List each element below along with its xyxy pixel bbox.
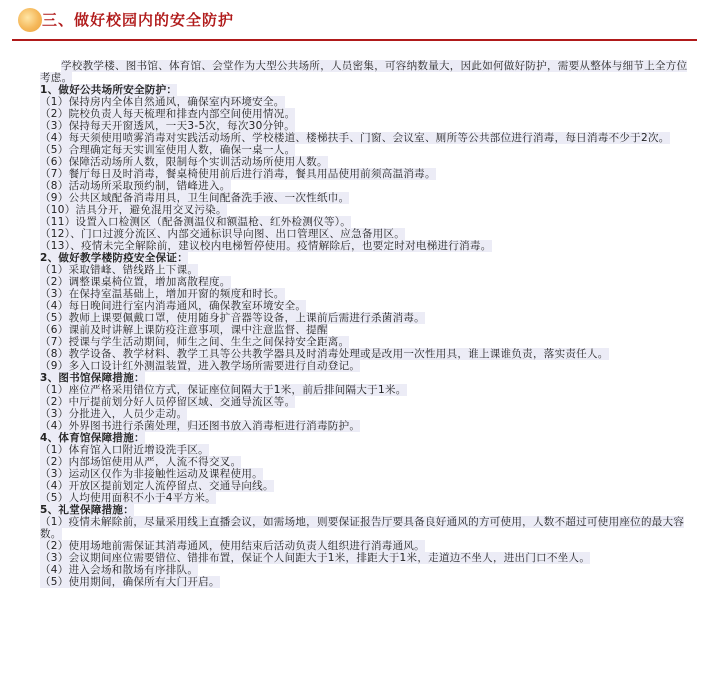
list-item: （6）保障活动场所人数，限制每个实训活动场所使用人数。 xyxy=(40,156,328,168)
section-heading: 3、图书馆保障措施： xyxy=(40,372,145,384)
section-heading: 2、做好教学楼防疫安全保证： xyxy=(40,252,189,264)
list-item: （2）调整课桌椅位置，增加离散程度。 xyxy=(40,276,231,288)
section-heading: 5、礼堂保障措施： xyxy=(40,504,135,516)
section-heading: 4、体育馆保障措施： xyxy=(40,432,145,444)
list-item: （1）保持房内全体自然通风，确保室内环境安全。 xyxy=(40,96,285,108)
list-item: （7）餐厅每日及时消毒，餐桌椅使用前后进行消毒，餐具用品使用前须高温消毒。 xyxy=(40,168,436,180)
title-bullet-icon xyxy=(18,8,42,32)
list-item: （5）使用期间，确保所有大门开启。 xyxy=(40,576,220,588)
list-item: （6）课前及时讲解上课防疫注意事项，课中注意监督、提醒 xyxy=(40,324,328,336)
list-item: （5）教师上课要佩戴口罩，使用随身扩音器等设备，上课前后需进行杀菌消毒。 xyxy=(40,312,425,324)
list-item: （9）多入口设计红外测温装置，进入教学场所需要进行自动登记。 xyxy=(40,360,361,372)
list-item: （2）中厅提前划分好人员停留区域、交通导流区等。 xyxy=(40,396,296,408)
list-item: （10）洁具分开，避免混用交叉污染。 xyxy=(40,204,227,216)
list-item: （5）人均使用面积不小于4平方米。 xyxy=(40,492,216,504)
list-item: （3）运动区仅作为非接触性运动及课程使用。 xyxy=(40,468,263,480)
list-item: （8）教学设备、教学材料、教学工具等公共教学器具及时消毒处理或是改用一次性用具，谁上课谁负责，落实责任人。 xyxy=(40,348,609,360)
list-item: （11）设置入口检测区（配备测温仪和额温枪、红外检测仪等）。 xyxy=(40,216,352,228)
section-heading: 1、做好公共场所安全防护： xyxy=(40,84,178,96)
list-item: （1）体育馆入口附近增设洗手区。 xyxy=(40,444,209,456)
list-item: （1）座位严格采用错位方式，保证座位间隔大于1米，前后排间隔大于1米。 xyxy=(40,384,407,396)
list-item: （4）进入会场和散场有序排队。 xyxy=(40,564,199,576)
list-item: （3）分批进入，人员少走动。 xyxy=(40,408,188,420)
list-item: （1）采取错峰、错线路上下课。 xyxy=(40,264,199,276)
list-item: （4）开放区提前划定人流停留点、交通导向线。 xyxy=(40,480,274,492)
list-item: （4）外界图书进行杀菌处理，归还图书放入消毒柜进行消毒防护。 xyxy=(40,420,361,432)
list-item: （4）每天须使用喷雾消毒对实践活动场所、学校楼道、楼梯扶手、门窗、会议室、厕所等公共部位进行消毒，每日消毒不少于2次。 xyxy=(40,132,670,144)
list-item: （3）保持每天开窗透风，一天3-5次，每次30分钟。 xyxy=(40,120,295,132)
list-item: （1）疫情未解除前，尽量采用线上直播会议，如需场地，则要保证报告厅要具备良好通风的方可使用，人数不超过可使用座位的最大容数。 xyxy=(40,516,685,540)
list-item: （7）授课与学生活动期间，师生之间、生生之间保持安全距离。 xyxy=(40,336,350,348)
article-body xyxy=(40,60,690,588)
list-item: （5）合理确定每天实训室使用人数，确保一桌一人。 xyxy=(40,144,296,156)
page-title: 三、做好校园内的安全防护 xyxy=(42,11,235,29)
list-item: （13）、疫情未完全解除前，建议校内电梯暂停使用。疫情解除后，也要定时对电梯进行消毒。 xyxy=(40,240,492,252)
list-item: （9）公共区域配备消毒用具，卫生间配备洗手液、一次性纸巾。 xyxy=(40,192,350,204)
list-item: （3）会议期间座位需要错位、错排布置，保证个人间距大于1米，排距大于1米，走道边不坐人，进出门口不坐人。 xyxy=(40,552,591,564)
list-item: （12）、门口过渡分流区、内部交通标识导向图、出口管理区、应急备用区。 xyxy=(40,228,406,240)
intro-paragraph xyxy=(40,60,690,84)
list-item: （8）活动场所采取预约制，错峰进入。 xyxy=(40,180,231,192)
section-header xyxy=(12,6,697,36)
list-item: （2）院校负责人每天梳理和排查内部空间使用情况。 xyxy=(40,108,296,120)
list-item: （3）在保持室温基础上，增加开窗的频度和时长。 xyxy=(40,288,285,300)
title-underline xyxy=(12,39,697,41)
list-item: （2）内部场馆使用从严，人流不得交叉。 xyxy=(40,456,242,468)
list-item: （2）使用场地前需保证其消毒通风，使用结束后活动负责人组织进行消毒通风。 xyxy=(40,540,425,552)
list-item: （4）每日晚间进行室内消毒通风，确保教室环境安全。 xyxy=(40,300,307,312)
intro-text: 学校教学楼、图书馆、体育馆、会堂作为大型公共场所，人员密集，可容纳数量大，因此如何做好防护，需要从整体与细节上全方位考虑。 xyxy=(40,60,688,84)
